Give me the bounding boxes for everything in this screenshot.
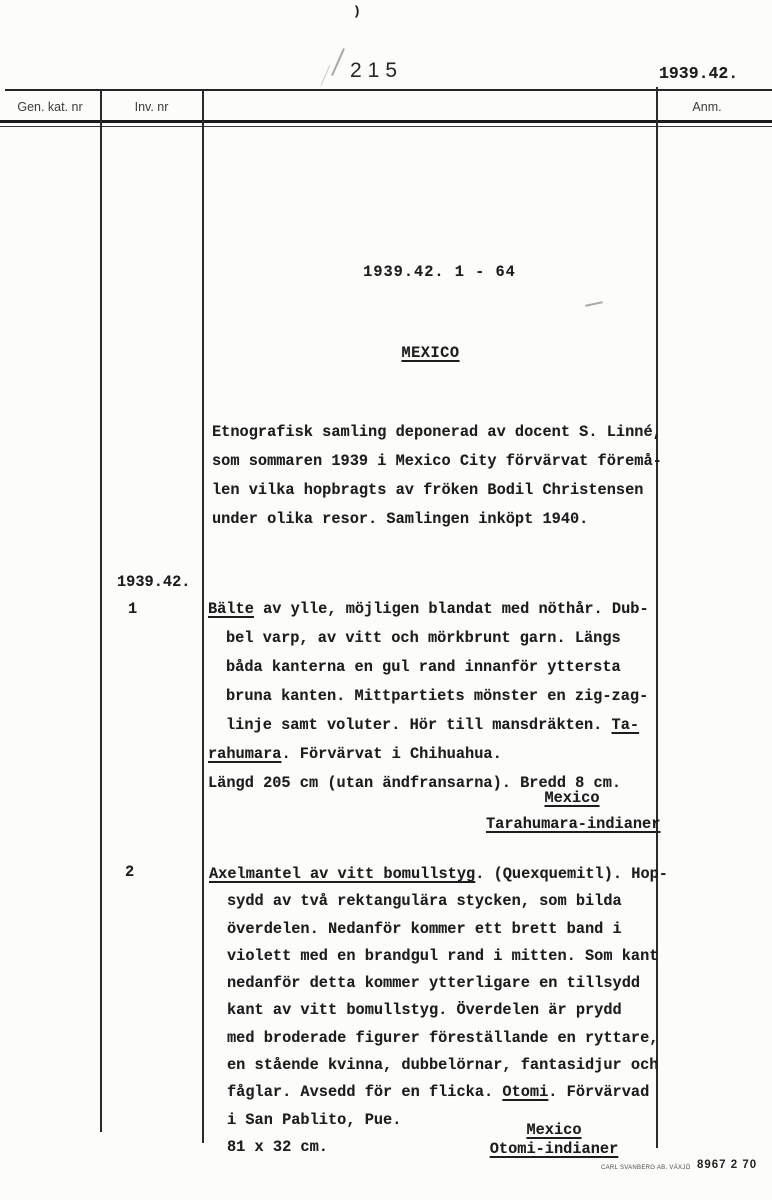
underlined-term: Bälte — [208, 600, 254, 618]
text-segment: överdelen. Nedanför kommer ett brett band i — [227, 919, 622, 938]
text-line: len vilka hopbragts av fröken Bodil Christensen — [212, 481, 644, 499]
section-country-title: MEXICO — [401, 344, 460, 362]
column-header-gen-kat-nr: Gen. kat. nr — [17, 100, 83, 114]
entry-text-line — [209, 1052, 668, 1079]
collection-number: 1939.42. — [659, 64, 739, 83]
entry-text-line — [209, 943, 668, 970]
text-segment: båda kanterna en gul rand innanför yttersta — [226, 658, 621, 676]
entry-text-line — [208, 711, 649, 740]
entry-1-description — [208, 595, 649, 798]
text-segment: . (Quexquemitl). Hop- — [475, 865, 668, 883]
entry-2-inv-nr: 2 — [125, 863, 135, 881]
entry-text-line — [209, 1079, 668, 1106]
text-segment: 81 x 32 cm. — [227, 1137, 328, 1156]
entry-text-line — [209, 888, 668, 915]
scan-mark-squiggle — [585, 301, 603, 307]
page-number: 215 — [350, 59, 404, 82]
text-line: som sommaren 1939 i Mexico City förvärvat föremå- — [212, 452, 662, 470]
text-segment: . Förvärvad — [548, 1083, 650, 1102]
entry-text-line — [208, 740, 649, 769]
entry-text-line — [208, 653, 649, 682]
text-segment: kant av vitt bomullstyg. Överdelen är prydd — [227, 1001, 622, 1020]
entry-1-inv-group: 1939.42. — [117, 573, 191, 591]
underlined-term: Otomi — [502, 1083, 549, 1102]
text-segment: Längd 205 cm (utan ändfransarna). Bredd 8 cm. — [208, 774, 622, 792]
text-line: Mexico — [526, 1121, 582, 1139]
entry-text-line — [209, 861, 668, 888]
scan-mark-slash — [331, 48, 345, 76]
text-segment: av ylle, möjligen blandat med nöthår. Dub- — [253, 600, 649, 618]
text-segment: fåglar. Avsedd för en flicka. — [227, 1083, 503, 1102]
text-segment: bel varp, av vitt och mörkbrunt garn. Längs — [226, 629, 621, 647]
underlined-term: rahumara — [208, 745, 282, 763]
column-header-inv-nr: Inv. nr — [134, 100, 169, 114]
text-segment: linje samt voluter. Hör till mansdräkten. — [226, 716, 612, 734]
text-segment: i San Pablito, Pue. — [227, 1110, 402, 1129]
text-segment: sydd av två rektangulära stycken, som bilda — [227, 892, 622, 911]
entry-text-line — [208, 595, 649, 624]
entry-1-inv-nr: 1 — [128, 600, 138, 618]
text-line: Mexico — [544, 789, 600, 807]
entry-text-line — [208, 682, 649, 711]
text-segment: violett med en brandgul rand i mitten. Som kant — [227, 946, 659, 965]
stray-paren-mark: ) — [353, 4, 361, 19]
section-range-title: 1939.42. 1 - 64 — [363, 263, 516, 281]
entry-text-line — [209, 916, 668, 943]
printer-imprint: CARL SVANBERG AB. VÄXJÖ — [601, 1165, 691, 1171]
entry-text-line — [209, 970, 668, 997]
text-line: Tarahumara-indianer — [486, 814, 661, 833]
column-header-anm: Anm. — [692, 100, 722, 114]
scan-mark-slash-small — [321, 65, 331, 86]
entry-text-line — [208, 624, 649, 653]
text-line: Otomi-indianer — [489, 1139, 619, 1158]
text-segment: nedanför detta kommer ytterligare en tillsydd — [227, 974, 641, 993]
intro-paragraph — [212, 418, 662, 534]
entry-2-provenance — [468, 1121, 640, 1158]
table-vline-genkat-inv — [100, 89, 102, 1132]
entry-1-provenance — [486, 786, 661, 837]
text-line: Etnografisk samling deponerad av docent S. Linné, — [212, 423, 662, 441]
underlined-term: Axelmantel av vitt bomullstyg — [209, 865, 476, 883]
table-vline-inv-main — [202, 89, 204, 1143]
text-segment: . Förvärvat i Chihuahua. — [281, 745, 502, 763]
entry-text-line — [209, 1025, 668, 1052]
printer-form-code: 8967 2 70 — [697, 1159, 758, 1171]
entry-2-description — [209, 861, 668, 1161]
entry-text-line — [209, 997, 668, 1024]
text-segment: med broderade figurer föreställande en ryttare, — [227, 1028, 659, 1047]
text-segment: en stående kvinna, dubbelörnar, fantasidjur och — [227, 1056, 659, 1075]
text-line: under olika resor. Samlingen inköpt 1940. — [212, 510, 589, 528]
text-segment: bruna kanten. Mittpartiets mönster en zig-zag- — [226, 687, 649, 705]
underlined-term: Ta- — [611, 716, 640, 734]
